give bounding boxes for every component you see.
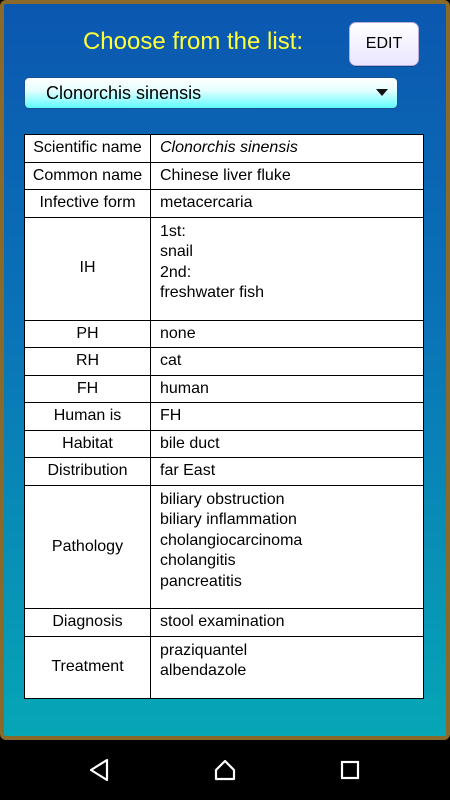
row-label: Pathology xyxy=(25,485,151,609)
row-value-line: albendazole xyxy=(160,662,247,679)
table-row xyxy=(25,348,424,376)
row-label: PH xyxy=(25,320,151,348)
table-row xyxy=(25,217,424,320)
row-value-line: bile duct xyxy=(160,434,220,452)
home-icon[interactable] xyxy=(213,758,237,782)
row-value-line: stool examination xyxy=(160,613,285,630)
row-label: IH xyxy=(25,217,151,320)
row-value xyxy=(151,320,424,348)
table-row xyxy=(25,320,424,348)
table-row xyxy=(25,485,424,609)
row-value-line: biliary inflammation xyxy=(160,511,297,528)
row-value xyxy=(151,430,424,458)
row-value xyxy=(151,485,424,609)
row-value xyxy=(151,403,424,431)
row-value-line: far East xyxy=(160,462,216,479)
row-value-line: metacercaria xyxy=(160,194,253,211)
row-label: Human is xyxy=(25,403,151,431)
row-value xyxy=(151,162,424,190)
row-label: RH xyxy=(25,348,151,376)
row-value-line: biliary obstruction xyxy=(160,490,285,508)
row-label: Common name xyxy=(25,162,151,190)
row-value-line: 2nd: xyxy=(160,263,192,281)
row-label: Distribution xyxy=(25,458,151,486)
table-row xyxy=(25,636,424,698)
row-label: Habitat xyxy=(25,430,151,458)
row-value-line: Chinese liver fluke xyxy=(160,166,291,184)
row-value xyxy=(151,190,424,218)
table-row xyxy=(25,430,424,458)
dropdown-selected-value: Clonorchis sinensis xyxy=(46,83,202,103)
row-value-line: human xyxy=(160,379,209,397)
row-value xyxy=(151,348,424,376)
row-value xyxy=(151,135,424,163)
edit-button[interactable]: EDIT xyxy=(349,22,419,66)
row-label: FH xyxy=(25,375,151,403)
row-value-line: snail xyxy=(160,243,193,260)
row-value-line: praziquantel xyxy=(160,641,248,659)
species-info-table xyxy=(24,134,424,699)
row-label: Treatment xyxy=(25,636,151,698)
row-value-line: cat xyxy=(160,352,182,369)
row-label: Scientific name xyxy=(25,135,151,163)
row-value xyxy=(151,375,424,403)
row-label: Diagnosis xyxy=(25,609,151,637)
row-value-line: pancreatitis xyxy=(160,572,242,590)
row-value-line: Clonorchis sinensis xyxy=(160,139,298,156)
row-value-line: FH xyxy=(160,407,182,424)
row-value-line: freshwater fish xyxy=(160,284,265,301)
dropdown-arrow-icon xyxy=(376,89,388,96)
row-value xyxy=(151,636,424,698)
row-value-line: 1st: xyxy=(160,222,186,240)
row-label: Infective form xyxy=(25,190,151,218)
table-row xyxy=(25,135,424,163)
table-row xyxy=(25,403,424,431)
page-title: Choose from the list: xyxy=(82,28,304,55)
table-row xyxy=(25,609,424,637)
row-value xyxy=(151,217,424,320)
table-row xyxy=(25,190,424,218)
row-value-line: cholangiocarcinoma xyxy=(160,531,303,549)
row-value xyxy=(151,458,424,486)
row-value-line: cholangitis xyxy=(160,552,236,569)
table-row xyxy=(25,375,424,403)
back-icon[interactable] xyxy=(88,758,112,782)
row-value xyxy=(151,609,424,637)
row-value-line: none xyxy=(160,324,196,342)
recents-icon[interactable] xyxy=(338,758,362,782)
species-dropdown[interactable] xyxy=(24,77,398,109)
table-row xyxy=(25,458,424,486)
table-row xyxy=(25,162,424,190)
android-navigation-bar xyxy=(0,740,450,800)
